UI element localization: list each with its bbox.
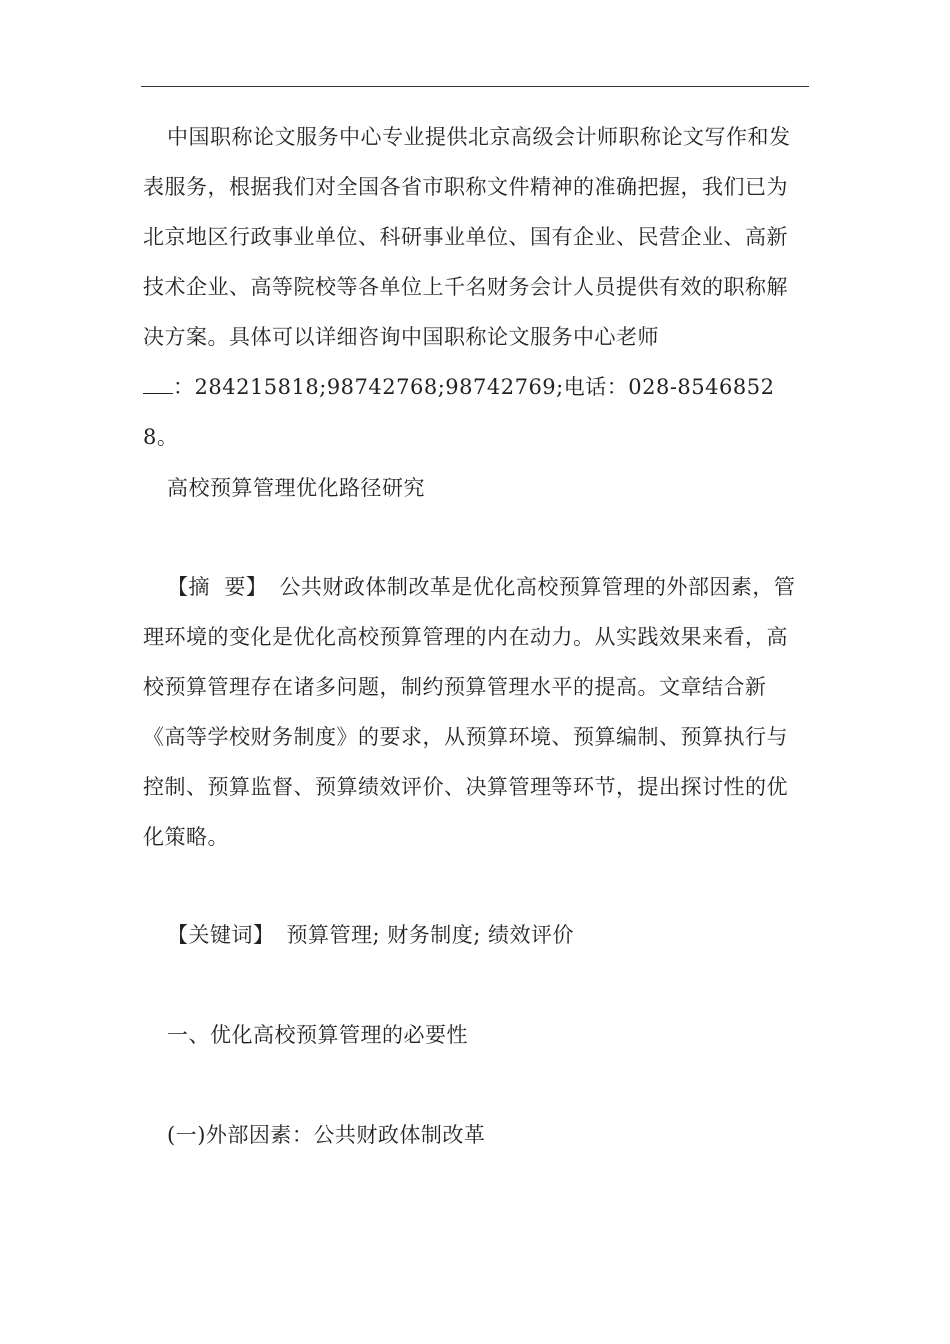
keywords-paragraph (143, 910, 803, 960)
keywords-text: 预算管理; 财务制度; 绩效评价 (286, 923, 574, 947)
blank-underline (143, 375, 173, 394)
intro-paragraph (143, 112, 803, 462)
intro-contact: ：284215818;98742768;98742769;电话：028-85468528。 (143, 375, 775, 449)
keywords-label: 【关键词】 (167, 923, 275, 947)
article-title: 高校预算管理优化路径研究 (167, 476, 425, 500)
abstract-paragraph (143, 562, 803, 862)
abstract-text: 公共财政体制改革是优化高校预算管理的外部因素，管理环境的变化是优化高校预算管理的内在动力。从实践效果来看，高校预算管理存在诸多问题，制约预算管理水平的提高。文章结合新《高等学校财务制度》的要求，从预算环境、预算编制、预算执行与控制、预算监督、预算绩效评价、决算管理等环节，提出探讨性的优化策略。 (143, 575, 796, 849)
section-heading-1: 一、优化高校预算管理的必要性 (167, 1023, 468, 1047)
intro-text: 中国职称论文服务中心专业提供北京高级会计师职称论文写作和发表服务，根据我们对全国各省市职称文件精神的准确把握，我们已为北京地区行政事业单位、科研事业单位、国有企业、民营企业、高新技术企业、高等院校等各单位上千名财务会计人员提供有效的职称解决方案。具体可以详细咨询中国职称论文服务中心老师 (143, 125, 791, 349)
abstract-label: 【摘 要】 (167, 575, 268, 599)
header-rule (141, 86, 809, 87)
subsection-heading-1: (一)外部因素：公共财政体制改革 (167, 1123, 486, 1147)
